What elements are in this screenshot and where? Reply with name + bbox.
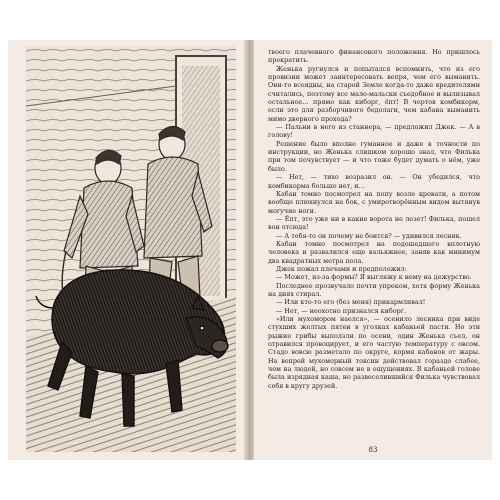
paragraph: «Или мухомором наелся», — осенило лесника при виде стухших желтых пятен в уголках кабаньей пасти. Но эти рыжие грибы выползли по осени, один Женька съел, он отравился провоцирует, и его частую температуру с овсом. Стадо вовсю разметало по округе, кормя кабанов от жары. На вепрей мухоморный токсин действовал гораздо слабее, чем на людей, но совсем не в ощущениях. В кабаньей голове была изрядная каша, но развеселившийся Филька чувствовал себя в кругу друзей. xyxy=(268,315,480,390)
paragraph: Джек пожал плечами и предположил: xyxy=(276,264,407,273)
page-text xyxy=(268,48,480,390)
paragraph: — Нет, — тихо возразил он. — Он убедился, что комбикорма больше нет, и… xyxy=(268,173,480,190)
paragraph: — Может, из-за формы? Я выгляжу к нему на дежурство. xyxy=(276,273,472,282)
right-page xyxy=(254,40,492,460)
paragraph: Женька ругнулся и попытался вспомнить, что из его провизии может заинтересовать вепря, чем его выманить. Они-то всеядны, на старой Земле когда-то даже вредителями считались, поэтому все мало-мальски съедобное и вылизывал остальное… прямо как киборг, ёпт! В чертов комбикорм, если это для разборчивого бедолаги, чем кабана выманить мимо дверного прохода? xyxy=(268,64,480,123)
paragraph: Кабан томно посмотрел на попу возле кровати, а потом вообще плюхнулся на бок, с умиротворённым видом вытянув могучие ноги. xyxy=(268,189,480,215)
paragraph: — Или кто-то его (без меня) прикармливал! xyxy=(276,298,426,307)
page-number: 83 xyxy=(368,446,378,454)
paragraph: — Ёпт, это уже ни в какие ворота не лезет! Филька, пошел вон отсюда! xyxy=(268,214,480,232)
paragraph: Кабан томно посмотрел на подошедшего вплотную человека и развалился еще вальяжнее, заняв как минимум два квадратных метра пола. xyxy=(268,239,480,265)
paragraph: Последнее прозвучало почти упреком, хотя форму Женька на днях стирал. xyxy=(268,281,480,298)
boar-illustration xyxy=(26,46,236,452)
paragraph: — А тебя-то он почему не боится? — удивился лесник. xyxy=(276,231,462,240)
paragraph: — Нет, — неохотно признался киборг. xyxy=(276,306,407,315)
paragraph: Решение было вполне гуманное и даже в точности по инструкции, но Женька слишком хорошо знал, что Филька при том почувствует — и что тоже будет думать о нём, уже было. xyxy=(268,139,480,173)
left-page xyxy=(8,40,246,460)
paragraph: — Пальни в него из станнера, — предложил Джек. — А в голову! xyxy=(268,123,480,140)
paragraph: твоего плачевного финансового положения. Но пришлось прекратить. xyxy=(268,48,480,65)
